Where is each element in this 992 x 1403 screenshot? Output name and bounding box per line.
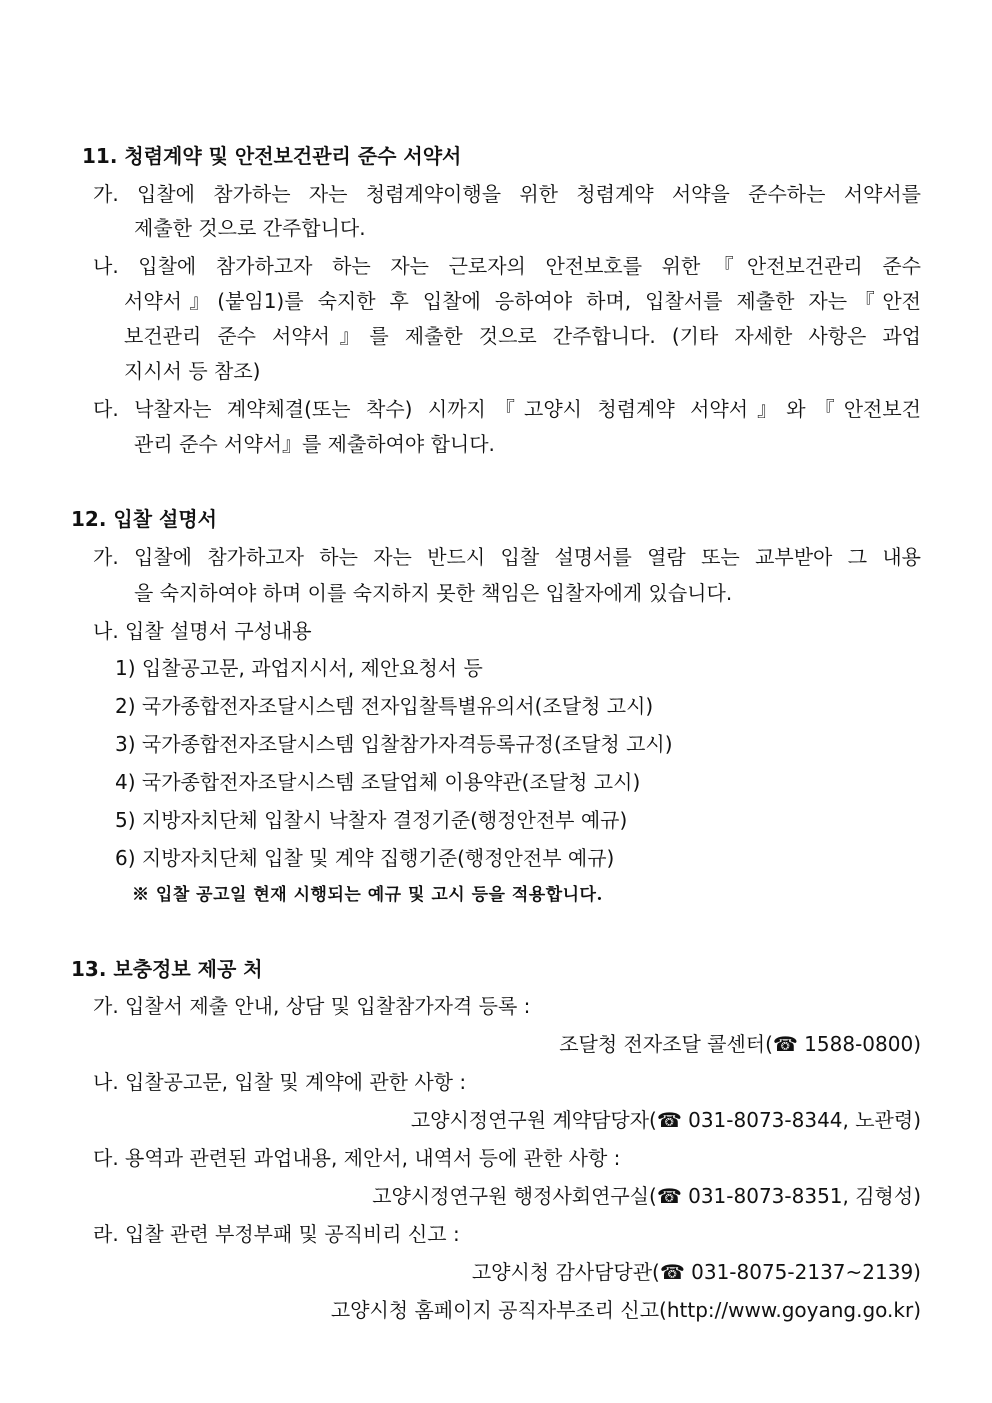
section-11-title: 11. 청렴계약 및 안전보건관리 준수 서약서 — [82, 144, 462, 168]
section-11-item-na-line-1: 나. 입찰에 참가하고자 하는 자는 근로자의 안전보호를 위한『안전보건관리 준수 — [93, 254, 921, 278]
section-13-contact-ra-label: 라. 입찰 관련 부정부패 및 공직비리 신고 : — [93, 1222, 460, 1246]
section-13-contact-na-value: 고양시정연구원 계약담당자(☎ 031-8073-8344, 노관령) — [410, 1108, 921, 1132]
section-11-item-na-line-2: 서약서』(붙임1)를 숙지한 후 입찰에 응하여야 하며, 입찰서를 제출한 자는『안전 — [124, 289, 921, 313]
section-11-item-da-line-2: 관리 준수 서약서』를 제출하여야 합니다. — [134, 432, 495, 456]
section-13-contact-ra-value: 고양시청 감사담당관(☎ 031-8075-2137~2139) — [471, 1260, 921, 1284]
section-12-item-ga-line-2: 을 숙지하여야 하며 이를 숙지하지 못한 책임은 입찰자에게 있습니다. — [134, 581, 733, 605]
section-11-item-na-line-4: 지시서 등 참조) — [124, 359, 261, 383]
section-12-subitem-3: 3) 국가종합전자조달시스템 입찰참가자격등록규정(조달청 고시) — [115, 732, 673, 756]
section-12-item-ga-line-1: 가. 입찰에 참가하고자 하는 자는 반드시 입찰 설명서를 열람 또는 교부받아 그 내용 — [93, 545, 921, 569]
section-13-contact-da-label: 다. 용역과 관련된 과업내용, 제안서, 내역서 등에 관한 사항 : — [93, 1146, 621, 1170]
section-11-item-ga-line-1: 가. 입찰에 참가하는 자는 청렴계약이행을 위한 청렴계약 서약을 준수하는 서약서를 — [93, 182, 921, 206]
section-11-item-na-line-3: 보건관리 준수 서약서』를 제출한 것으로 간주합니다. (기타 자세한 사항은 과업 — [124, 324, 921, 348]
section-13-report-link: 고양시청 홈페이지 공직자부조리 신고(http://www.goyang.go.kr) — [330, 1298, 921, 1322]
section-11-item-da-line-1: 다. 낙찰자는 계약체결(또는 착수) 시까지『고양시 청렴계약 서약서』와『안전보건 — [93, 397, 921, 421]
section-12-subitem-1: 1) 입찰공고문, 과업지시서, 제안요청서 등 — [115, 656, 483, 680]
section-12-item-na: 나. 입찰 설명서 구성내용 — [93, 619, 312, 643]
section-12-title: 12. 입찰 설명서 — [71, 507, 217, 531]
section-13-title: 13. 보충정보 제공 처 — [71, 957, 263, 981]
section-12-subitem-2: 2) 국가종합전자조달시스템 전자입찰특별유의서(조달청 고시) — [115, 694, 654, 718]
section-11-item-ga-line-2: 제출한 것으로 간주합니다. — [134, 216, 366, 240]
section-13-contact-ga-value: 조달청 전자조달 콜센터(☎ 1588-0800) — [559, 1032, 921, 1056]
section-13-contact-ga-label: 가. 입찰서 제출 안내, 상담 및 입찰참가자격 등록 : — [93, 994, 531, 1018]
section-13-contact-na-label: 나. 입찰공고문, 입찰 및 계약에 관한 사항 : — [93, 1070, 467, 1094]
section-12-note: ※ 입찰 공고일 현재 시행되는 예규 및 고시 등을 적용합니다. — [132, 885, 603, 905]
section-12-subitem-5: 5) 지방자치단체 입찰시 낙찰자 결정기준(행정안전부 예규) — [115, 808, 628, 832]
section-12-subitem-4: 4) 국가종합전자조달시스템 조달업체 이용약관(조달청 고시) — [115, 770, 641, 794]
section-12-subitem-6: 6) 지방자치단체 입찰 및 계약 집행기준(행정안전부 예규) — [115, 846, 615, 870]
section-13-contact-da-value: 고양시정연구원 행정사회연구실(☎ 031-8073-8351, 김형성) — [372, 1184, 921, 1208]
